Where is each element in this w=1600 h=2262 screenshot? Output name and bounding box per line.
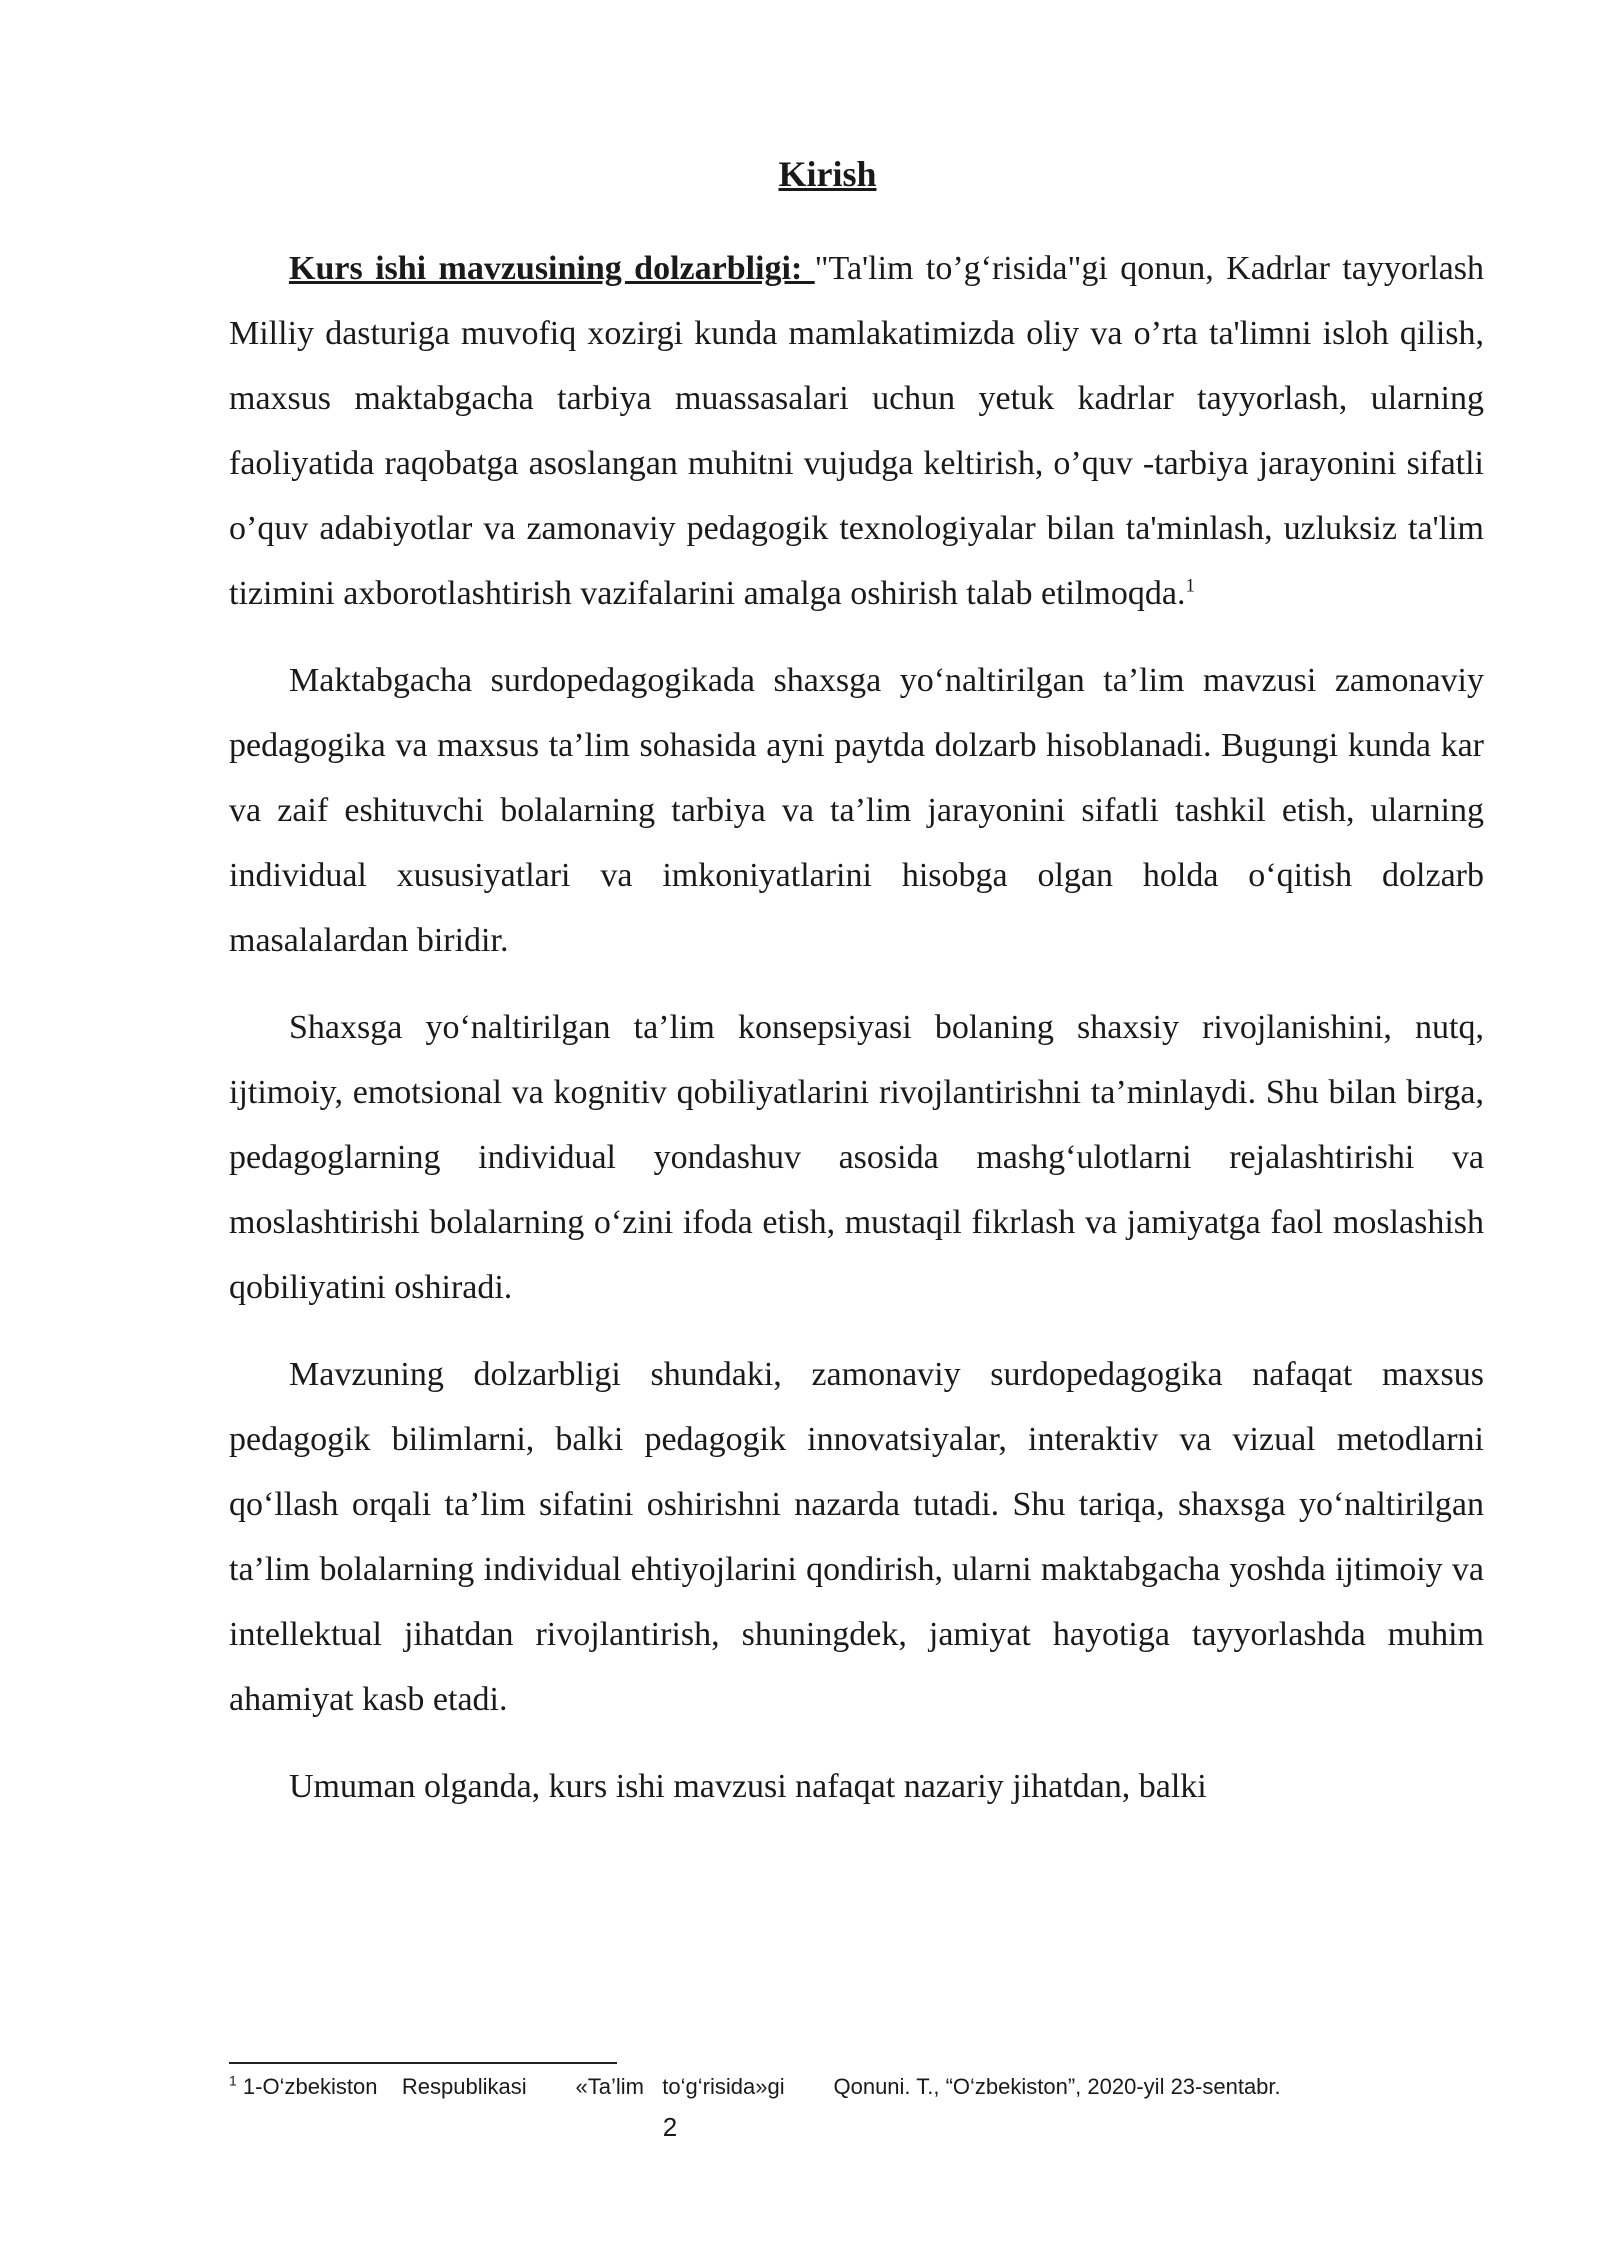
- paragraph-2: Maktabgacha surdopedagogikada shaxsga yo‘naltirilgan ta’lim mavzusi zamonaviy pedagogika va maxsus ta’lim sohasida ayni paytda dolzarb hisoblanadi. Bugungi kunda kar va zaif eshituvchi bolalarning tarbiya va ta’lim jarayonini sifatli tashkil etish, ularning individual xususiyatlari va imkoniyatlarini hisobga olgan holda o‘qitish dolzarb masalalardan biridir.: [229, 662, 1484, 959]
- paragraph-3: Shaxsga yo‘naltirilgan ta’lim konsepsiyasi bolaning shaxsiy rivojlanishini, nutq, ijtimoiy, emotsional va kognitiv qobiliyatlarini rivojlantirishni ta’minlaydi. Shu bilan birga, pedagoglarning individual yondashuv asosida mashg‘ulotlarni rejalashtirishi va moslashtirishi bolalarning o‘zini ifoda etish, mustaqil fikrlash va jamiyatga faol moslashish qobiliyatini oshiradi.: [229, 1009, 1484, 1306]
- paragraph-1: [229, 236, 1484, 626]
- footnote-marker: 1: [229, 2072, 237, 2089]
- paragraph-5: Umuman olganda, kurs ishi mavzusi nafaqat nazariy jihatdan, balki: [289, 1768, 1207, 1805]
- footnote-reference[interactable]: 1: [1185, 575, 1195, 597]
- footnote: [229, 2072, 1529, 2102]
- lead-label: Kurs ishi mavzusining dolzarbligi:: [289, 250, 815, 287]
- footnote-separator: [229, 2062, 617, 2064]
- paragraph-1-text: "Ta'lim to’g‘risida"gi qonun, Kadrlar tayyorlash Milliy dasturiga muvofiq xozirgi kunda mamlakatimizda oliy va o’rta ta'limni isloh qilish, maxsus maktabgacha tarbiya muassasalari uchun yetuk kadrlar tayyorlash, ularning faoliyatida raqobatga asoslangan muhitni vujudga keltirish, o’quv -tarbiya jarayonini sifatli o’quv adabiyotlar va zamonaviy pedagogik texnologiyalar bilan ta'minlash, uzluksiz ta'lim tizimini axborotlashtirish vazifalarini amalga oshirish talab etilmoqda.: [229, 250, 1484, 612]
- footnote-text: 1-O‘zbekiston Respublikasi «Ta’lim to‘g‘risida»gi Qonuni. T., “O‘zbekiston”, 2020-yil 23-sentabr.: [242, 2074, 1281, 2099]
- page-title: Kirish: [778, 154, 877, 194]
- paragraph-4: Mavzuning dolzarbligi shundaki, zamonaviy surdopedagogika nafaqat maxsus pedagogik bilimlarni, balki pedagogik innovatsiyalar, interaktiv va vizual metodlarni qo‘llash orqali ta’lim sifatini oshirishni nazarda tutadi. Shu tariqa, shaxsga yo‘naltirilgan ta’lim bolalarning individual ehtiyojlarini qondirish, ularni maktabgacha yoshda ijtimoiy va intellektual jihatdan rivojlantirish, shuningdek, jamiyat hayotiga tayyorlashda muhim ahamiyat kasb etadi.: [229, 1356, 1484, 1718]
- body-text: [229, 236, 1484, 1841]
- page-number: 2: [662, 2112, 678, 2142]
